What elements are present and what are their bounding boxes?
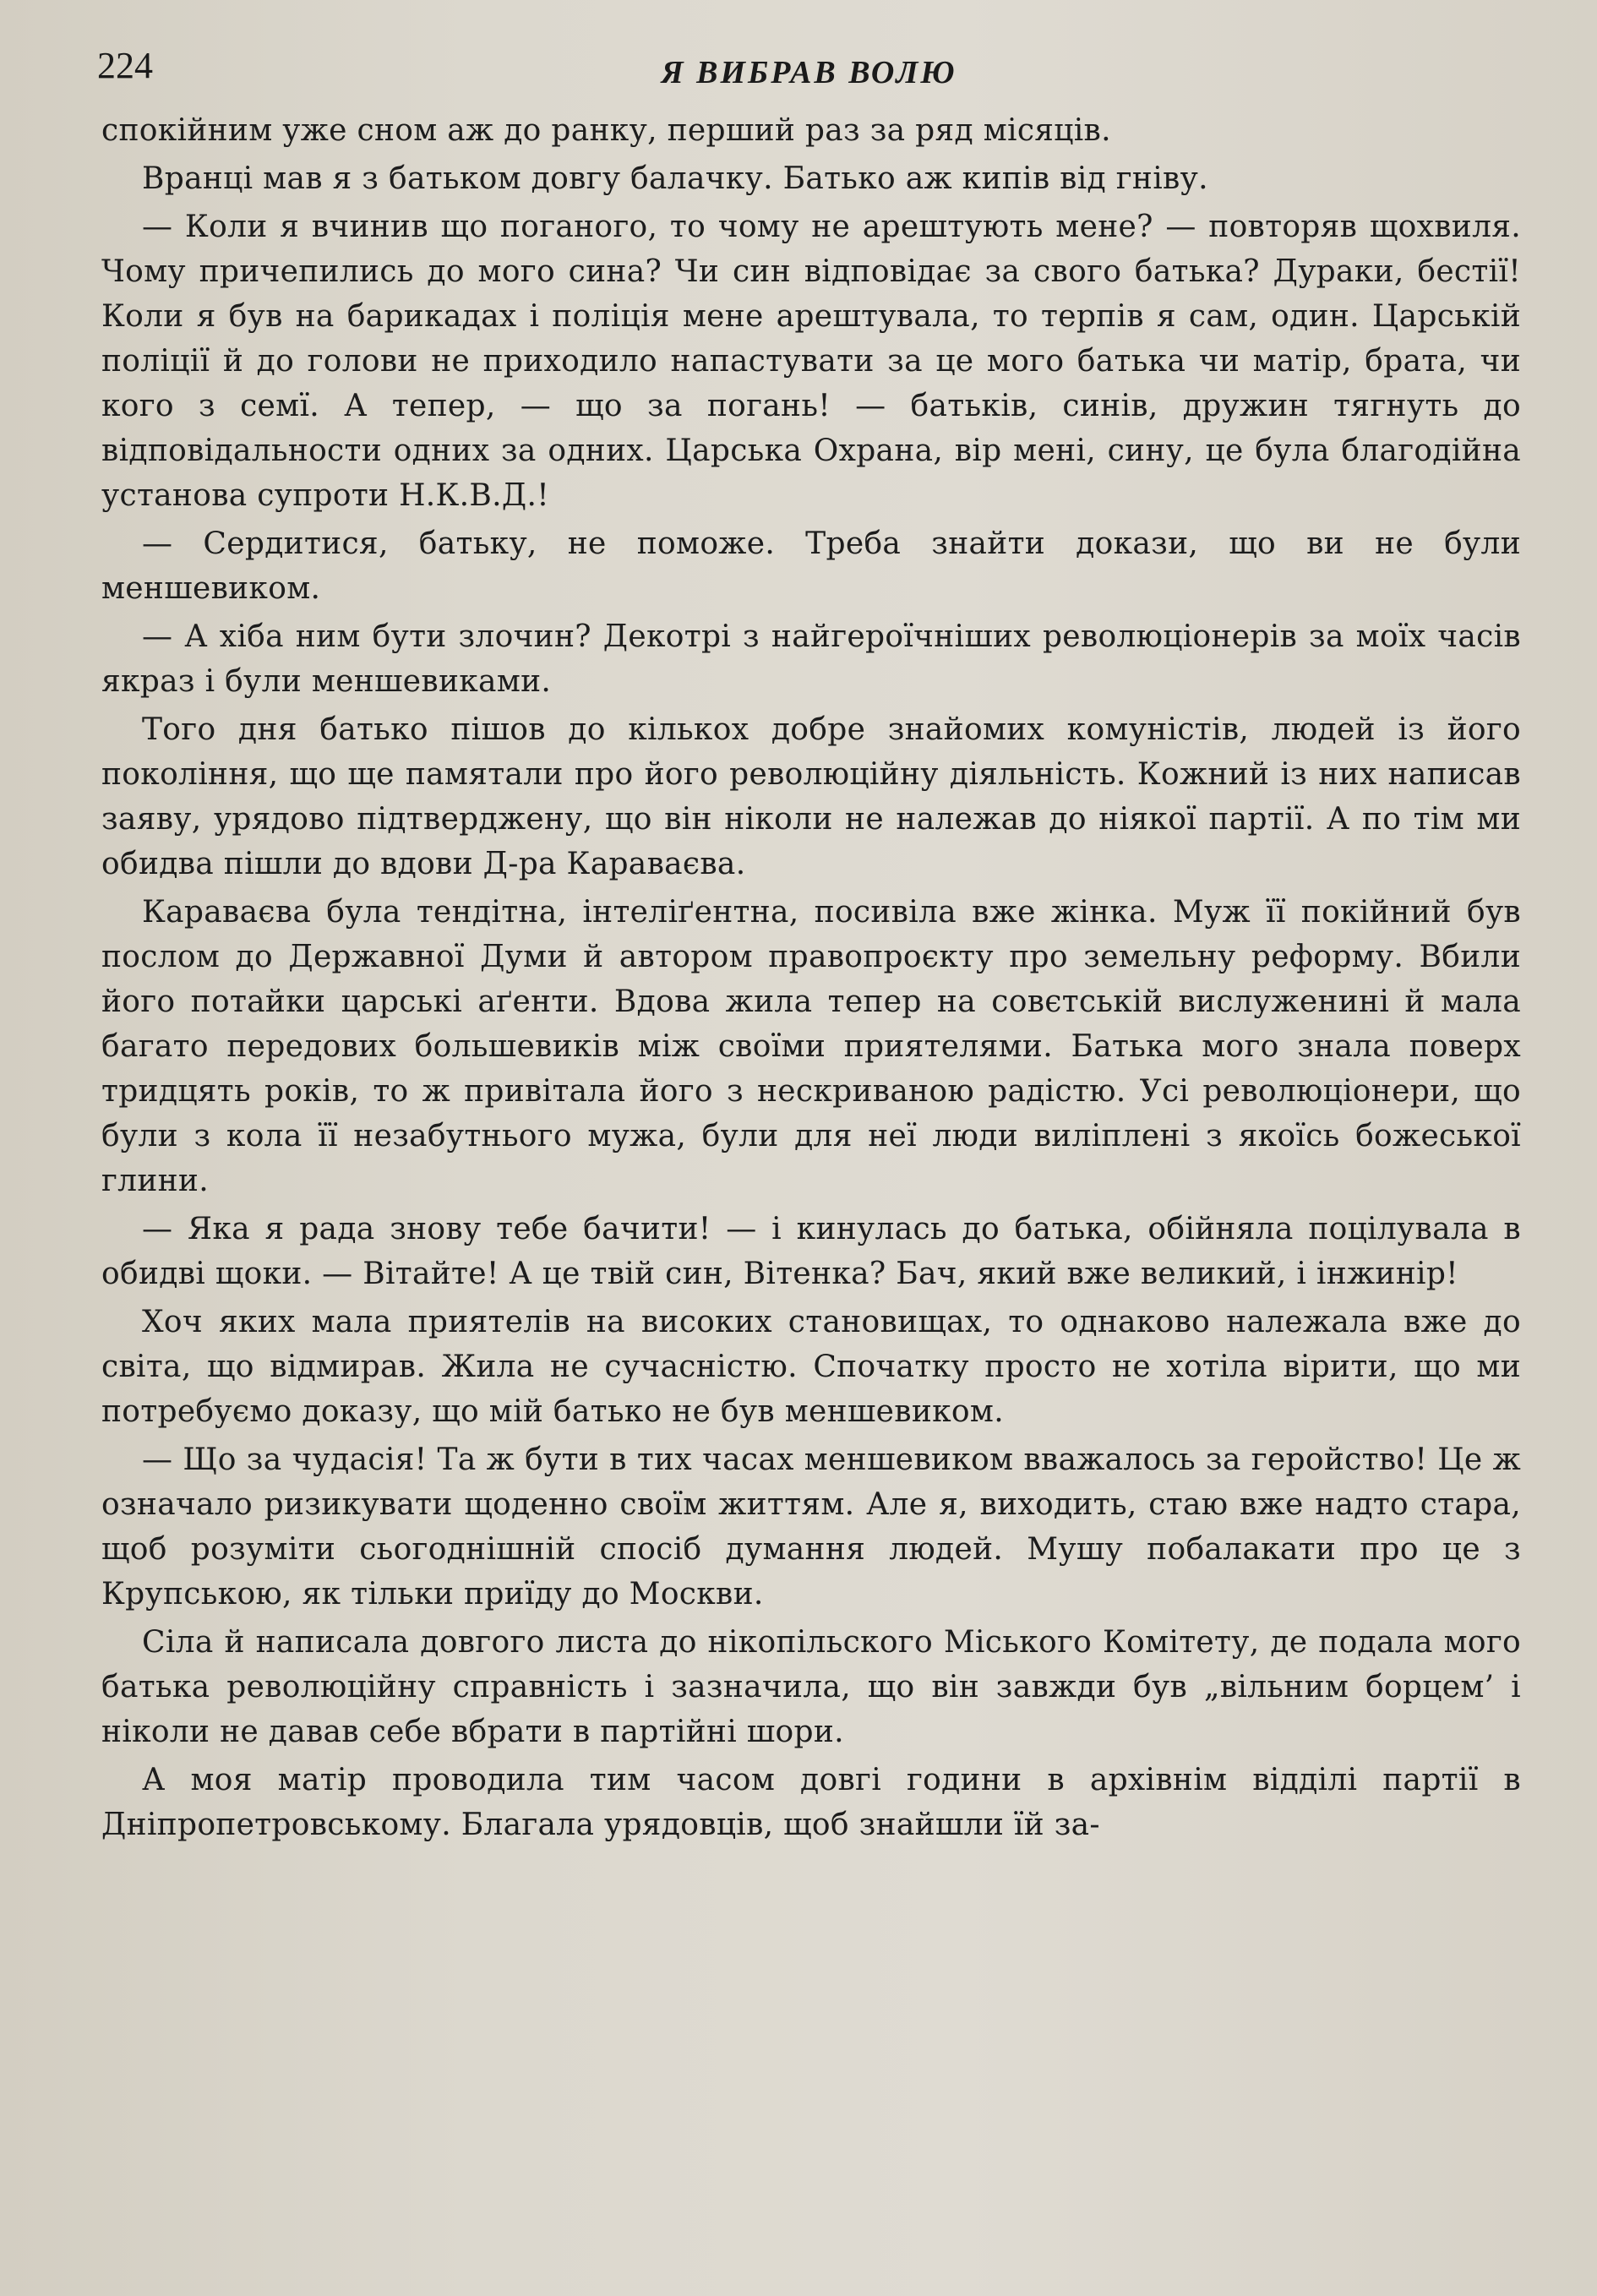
paragraph: А моя матір проводила тим часом довгі години в архівнім відділі партії в Дніпропетровському. Благала урядовців, щоб знайшли їй за- (101, 1763, 1521, 1842)
paragraph: — Сердитися, батьку, не поможе. Треба знайти докази, що ви не були меншевиком. (101, 526, 1521, 606)
paragraph: Того дня батько пішов до кількох добре знайомих комуністів, людей із його покоління, що ще памятали про його революційну діяльність. Кожний із них написав заяву, урядово підтверджену, що він ніколи не належав до ніякої партії. А по тім ми обидва пішли до вдови Д-ра Караваєва. (101, 712, 1521, 881)
paragraph: — Що за чудасія! Та ж бути в тих часах меншевиком вважалось за геройство! Це ж означало ризикувати щоденно своїм життям. Але я, виходить, стаю вже надто стара, щоб розуміти сьогоднішній спосіб думання людей. Мушу побалакати про це з Крупською, як тільки приїду до Москви. (101, 1442, 1521, 1612)
running-title: Я ВИБРАВ ВОЛЮ (661, 55, 957, 90)
paragraph: Сіла й написала довгого листа до нікопільского Міського Комітету, де подала мого батька революційну справність і зазначила, що він завжди був „вільним борцем’ і ніколи не давав себе вбрати в партійні шори. (101, 1625, 1521, 1749)
paragraph: спокійним уже сном аж до ранку, перший раз за ряд місяців. (101, 113, 1111, 148)
page-number: 224 (97, 45, 153, 86)
paragraph: Хоч яких мала приятелів на високих становищах, то однаково належала вже до світа, що відмирав. Жила не сучасністю. Спочатку просто не хотіла вірити, що ми потребуємо доказу, що мій батько не був меншевиком. (101, 1305, 1521, 1429)
paragraph: Караваєва була тендітна, інтеліґентна, посивіла вже жінка. Муж її покійний був послом до Державної Думи й автором правопроєкту про земельну реформу. Вбили його потайки царські аґенти. Вдова жила тепер на совєтській вислуженині й мала багато передових большевиків між своїми приятелями. Батька мого знала поверх тридцять років, то ж привітала його з нескриваною радістю. Усі революціонери, що були з кола її незабутнього мужа, були для неї люди виліплені з якоїсь божеської глини. (101, 895, 1521, 1198)
paragraph: — А хіба ним бути злочин? Декотрі з найгероїчніших революціонерів за моїх часів якраз і були меншевиками. (101, 619, 1521, 699)
paragraph: — Яка я рада знову тебе бачити! — і кинулась до батька, обійняла поцілувала в обидві щоки. — Вітайте! А це твій син, Вітенка? Бач, який вже великий, і інжинір! (101, 1212, 1521, 1291)
paragraph: Вранці мав я з батьком довгу балачку. Батько аж кипів від гніву. (142, 161, 1208, 196)
page-header (97, 44, 1521, 95)
text-body (101, 108, 1521, 1851)
paragraph: — Коли я вчинив що поганого, то чому не арештують мене? — повторяв щохвиля. Чому причепились до мого сина? Чи син відповідає за свого батька? Дураки, бестії! Коли я був на барикадах і поліція мене арештувала, то терпів я сам, один. Царській поліції й до голови не приходило напастувати за це мого батька чи матір, брата, чи кого з семї. А тепер, — що за погань! — батьків, синів, дружин тягнуть до відповідальности одних за одних. Царська Охрана, вір мені, сину, це була благодійна установа супроти Н.К.В.Д.! (101, 210, 1521, 513)
